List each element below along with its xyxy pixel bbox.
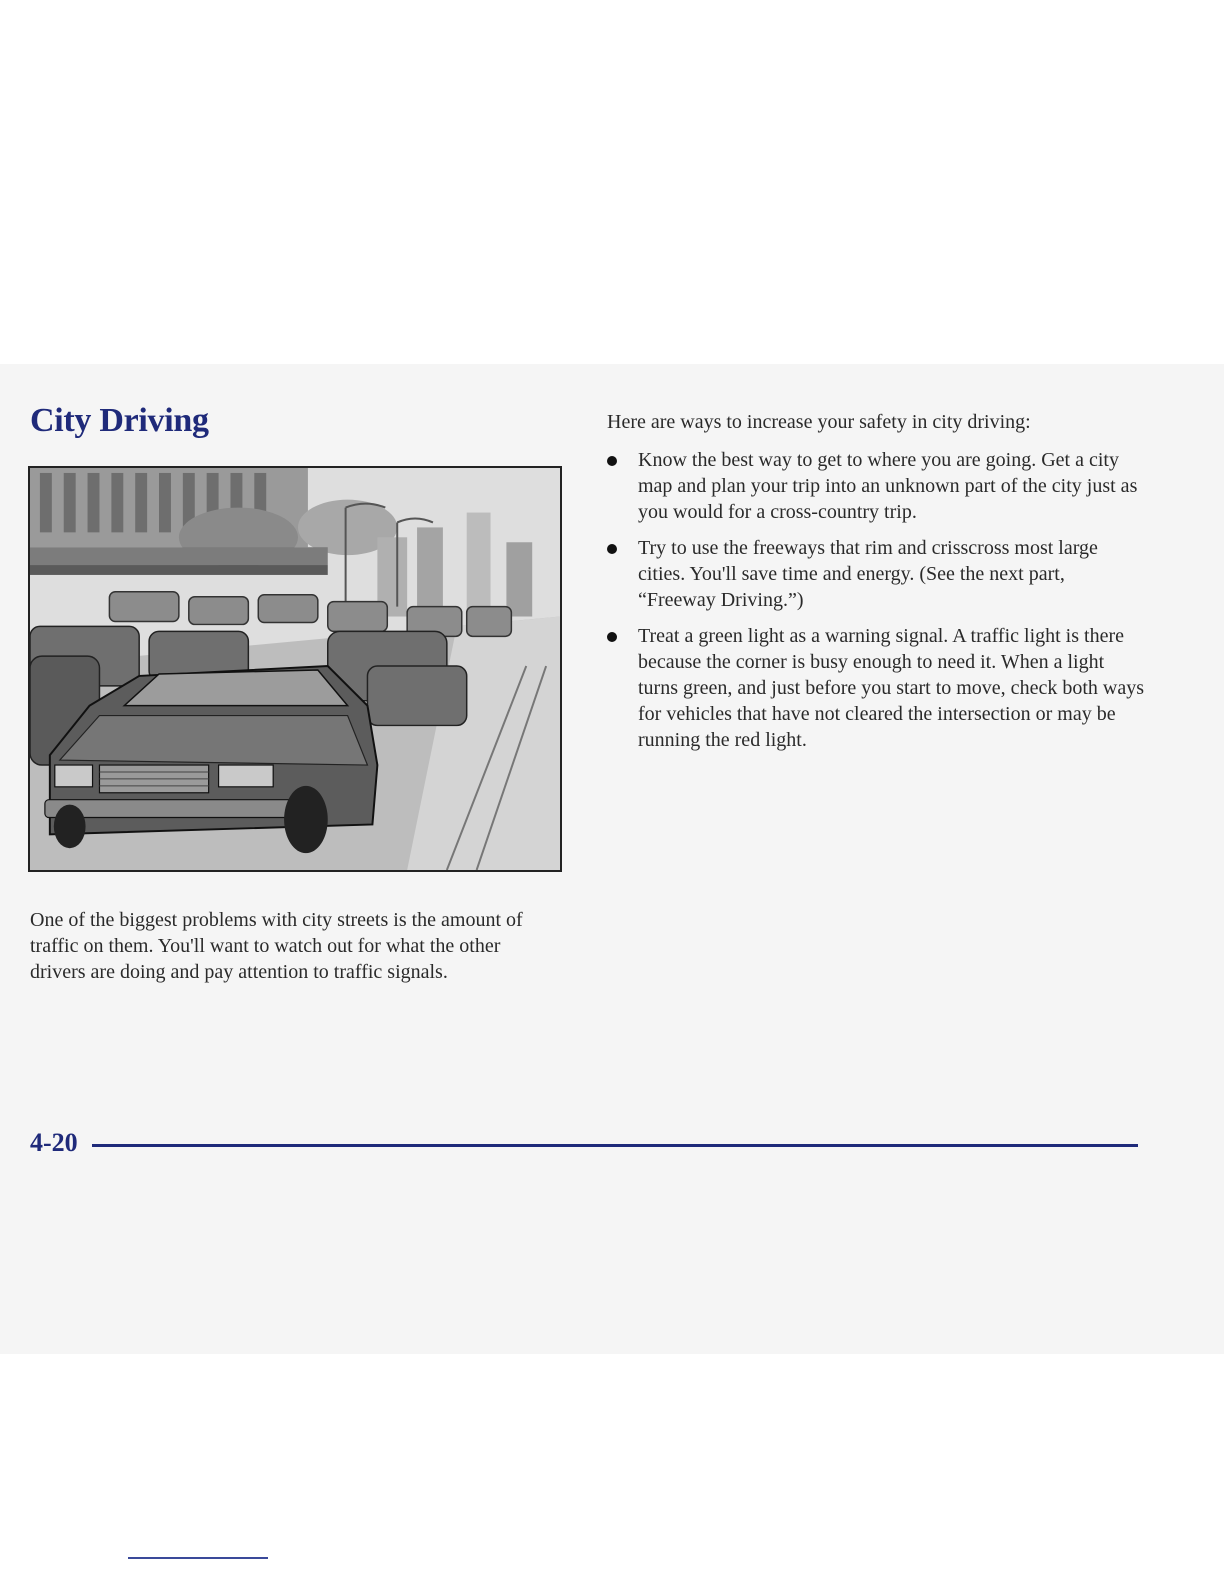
list-item-text: Try to use the freeways that rim and crisscross most large cities. You'll save time and energy. (See the next part, “Freeway Driving.”) bbox=[638, 537, 1098, 611]
list-item-text: Treat a green light as a warning signal. A traffic light is there because the corner is busy enough to need it. When a light turns green, and just before you start to move, check both ways for vehicles that have not cleared the intersection or may be running the red light. bbox=[638, 625, 1144, 751]
list-item bbox=[607, 535, 1147, 613]
list-item bbox=[607, 447, 1147, 525]
list-item-text: Know the best way to get to where you are going. Get a city map and plan your trip into an unknown part of the city just as you would for a cross-country trip. bbox=[638, 449, 1138, 523]
section-title: City Driving bbox=[30, 402, 209, 439]
safety-intro: Here are ways to increase your safety in city driving: bbox=[607, 411, 1031, 433]
bullet-icon bbox=[607, 632, 617, 642]
page-number: 4-20 bbox=[30, 1128, 78, 1157]
footer-rule bbox=[92, 1144, 1138, 1147]
city-traffic-drawing bbox=[30, 468, 560, 870]
bullet-icon bbox=[607, 456, 617, 466]
city-traffic-illustration bbox=[28, 466, 562, 872]
intro-paragraph: One of the biggest problems with city streets is the amount of traffic on them. You'll want to watch out for what the other drivers are doing and pay attention to traffic signals. bbox=[30, 909, 523, 983]
bullet-icon bbox=[607, 544, 617, 554]
safety-tips-list bbox=[607, 447, 1147, 763]
bottom-rule bbox=[128, 1557, 268, 1559]
list-item bbox=[607, 623, 1147, 753]
